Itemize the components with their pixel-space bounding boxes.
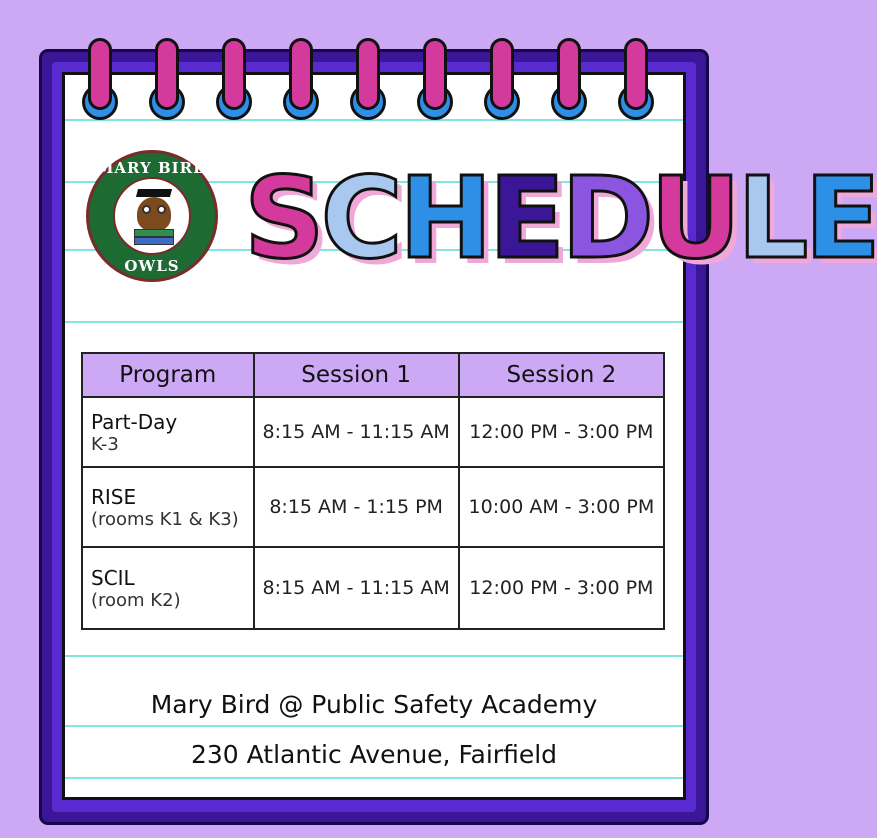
- program-name: RISE: [91, 484, 137, 509]
- header-program: Program: [82, 353, 254, 397]
- title-letter: U: [650, 154, 738, 284]
- table-row: [82, 467, 664, 547]
- ruled-line: [65, 119, 683, 121]
- session-1-time: 8:15 AM - 11:15 AM: [254, 397, 459, 467]
- session-2-time: 12:00 PM - 3:00 PM: [459, 397, 664, 467]
- location-name: Mary Bird @ Public Safety Academy: [150, 690, 598, 719]
- session-2-time: 10:00 AM - 3:00 PM: [459, 467, 664, 547]
- owl-eye-icon: [142, 205, 151, 214]
- session-2-time: 12:00 PM - 3:00 PM: [459, 547, 664, 629]
- program-detail: (rooms K1 & K3): [91, 508, 239, 530]
- title-letter: L: [737, 154, 805, 284]
- logo-top-text: MARY BIRD: [96, 159, 208, 177]
- table-header-row: [82, 353, 664, 397]
- owl-icon: [137, 197, 171, 231]
- title-letter: C: [320, 154, 399, 284]
- title-letter: S: [244, 154, 321, 284]
- owl-eye-icon: [157, 205, 166, 214]
- logo-bottom-text: OWLS: [124, 257, 180, 275]
- program-name: SCIL: [91, 565, 135, 590]
- table-row: [82, 547, 664, 629]
- title-letter: H: [398, 154, 489, 284]
- program-cell: [82, 547, 254, 629]
- title-letter: D: [561, 154, 651, 284]
- school-logo: [86, 150, 218, 282]
- ruled-line: [65, 655, 683, 657]
- table-row: [82, 397, 664, 467]
- schedule-table: [81, 352, 665, 630]
- title-letter: E: [804, 154, 877, 284]
- program-cell: [82, 397, 254, 467]
- program-detail: (room K2): [91, 589, 181, 611]
- program-name: Part-Day: [91, 409, 178, 434]
- book-icon: [134, 229, 174, 237]
- header-session-1: Session 1: [254, 353, 459, 397]
- ruled-line: [65, 725, 683, 727]
- program-detail: K-3: [91, 433, 119, 455]
- session-1-time: 8:15 AM - 1:15 PM: [254, 467, 459, 547]
- owl-emblem: [113, 177, 191, 255]
- program-cell: [82, 467, 254, 547]
- page-title: [244, 154, 877, 284]
- location-address: 230 Atlantic Avenue, Fairfield: [190, 740, 558, 769]
- graduation-cap-icon: [136, 189, 172, 197]
- ruled-line: [65, 777, 683, 779]
- title-letter: E: [488, 154, 562, 284]
- book-icon: [134, 237, 174, 245]
- ruled-line: [65, 321, 683, 323]
- session-1-time: 8:15 AM - 11:15 AM: [254, 547, 459, 629]
- header-session-2: Session 2: [459, 353, 664, 397]
